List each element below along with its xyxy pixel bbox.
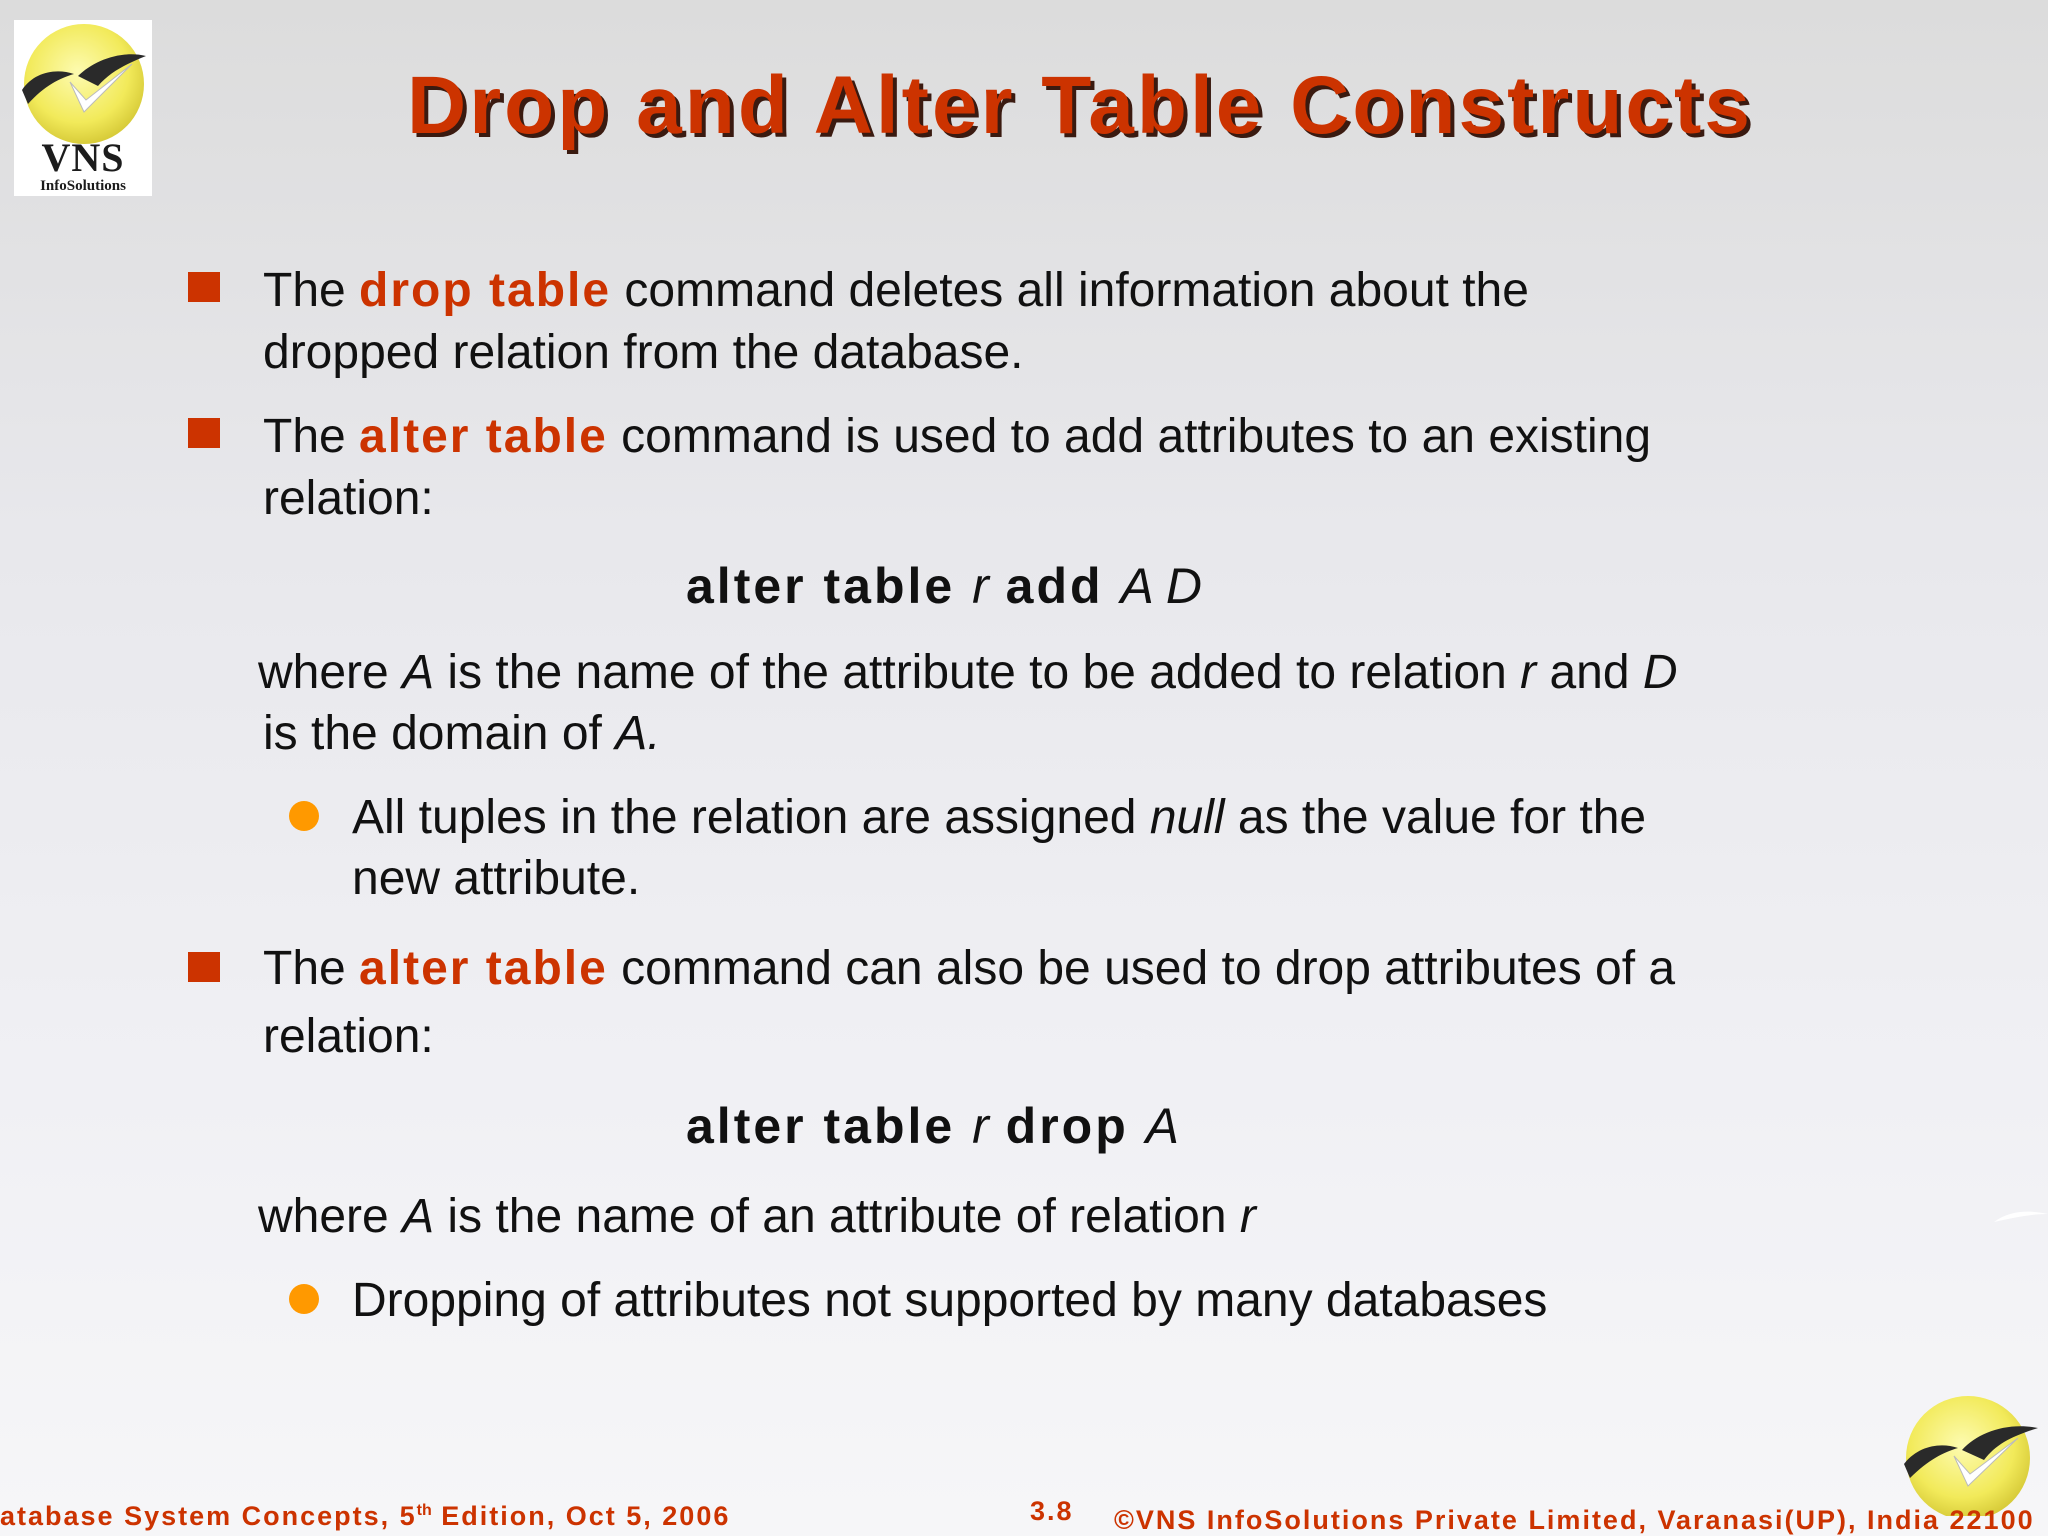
- bullet-2-line-2: relation:: [263, 472, 434, 525]
- circle-bullet-icon: [289, 1284, 319, 1314]
- text: add: [988, 558, 1121, 614]
- text: A D: [1120, 558, 1202, 614]
- command-alter-add: [686, 556, 1202, 616]
- bullet-3-line-1: [263, 938, 1675, 999]
- sub-bullet-1-line-1: [352, 787, 1646, 848]
- text: is the name of the attribute to be added to relation: [434, 646, 1521, 699]
- footer-left: [0, 1495, 730, 1532]
- text: Edition, Oct 5, 2006: [431, 1501, 731, 1531]
- bullet-1-line-1: [263, 260, 1529, 321]
- footer-page-number: 3.8: [1030, 1496, 1074, 1526]
- text: where: [258, 646, 403, 699]
- text: atabase System Concepts, 5: [0, 1501, 417, 1531]
- square-bullet-icon: [188, 418, 220, 448]
- text: The: [263, 942, 360, 995]
- text: command can also be used to drop attributes of a: [607, 942, 1676, 995]
- text: A: [402, 1190, 435, 1243]
- text: The: [263, 264, 360, 317]
- text: The: [263, 410, 360, 463]
- text: th: [416, 1502, 432, 1519]
- keyword-alter-table: alter table: [359, 942, 608, 995]
- where-1-line-1: [258, 642, 1678, 703]
- text: r: [1520, 646, 1537, 699]
- text: as the value for the: [1224, 791, 1647, 844]
- text: A: [402, 646, 435, 699]
- text: command deletes all information about the: [611, 264, 1529, 317]
- command-alter-drop: [686, 1096, 1179, 1156]
- sub-bullet-2: Dropping of attributes not supported by many databases: [352, 1274, 1548, 1327]
- logo-text: VNS: [41, 135, 125, 180]
- decorative-swoosh-icon: [1992, 1206, 2048, 1226]
- circle-bullet-icon: [289, 801, 319, 831]
- text: r: [972, 1098, 989, 1154]
- square-bullet-icon: [188, 952, 220, 982]
- bullet-3-line-2: relation:: [263, 1010, 434, 1063]
- sub-bullet-1-line-2: new attribute.: [352, 852, 641, 905]
- text: is the domain of: [263, 707, 616, 760]
- text: and: [1536, 646, 1643, 699]
- logo-subtitle: InfoSolutions: [40, 178, 126, 194]
- bullet-2-line-1: [263, 406, 1651, 467]
- text: r: [972, 558, 989, 614]
- vns-logo: [14, 20, 152, 196]
- text: where: [258, 1190, 403, 1243]
- text: D: [1642, 646, 1678, 699]
- text: drop: [988, 1098, 1146, 1154]
- text: null: [1149, 791, 1225, 844]
- text: command is used to add attributes to an existing: [607, 410, 1652, 463]
- keyword-drop-table: drop table: [359, 264, 612, 317]
- text: A.: [615, 707, 661, 760]
- bullet-1-line-2: dropped relation from the database.: [263, 326, 1024, 379]
- text: A: [1145, 1098, 1179, 1154]
- where-1-line-2: [263, 703, 661, 764]
- keyword-alter-table: alter table: [359, 410, 608, 463]
- where-2-line: [258, 1186, 1256, 1247]
- text: r: [1239, 1190, 1256, 1243]
- text: is the name of an attribute of relation: [434, 1190, 1240, 1243]
- logo-emblem-small-icon: [1898, 1386, 2038, 1516]
- text: alter table: [686, 558, 973, 614]
- footer-copyright: ©VNS InfoSolutions Private Limited, Varanasi(UP), India 22100: [1114, 1505, 2035, 1535]
- slide-title: Drop and Alter Table Constructs: [407, 60, 1753, 151]
- square-bullet-icon: [188, 272, 220, 302]
- text: All tuples in the relation are assigned: [352, 791, 1150, 844]
- text: alter table: [686, 1098, 973, 1154]
